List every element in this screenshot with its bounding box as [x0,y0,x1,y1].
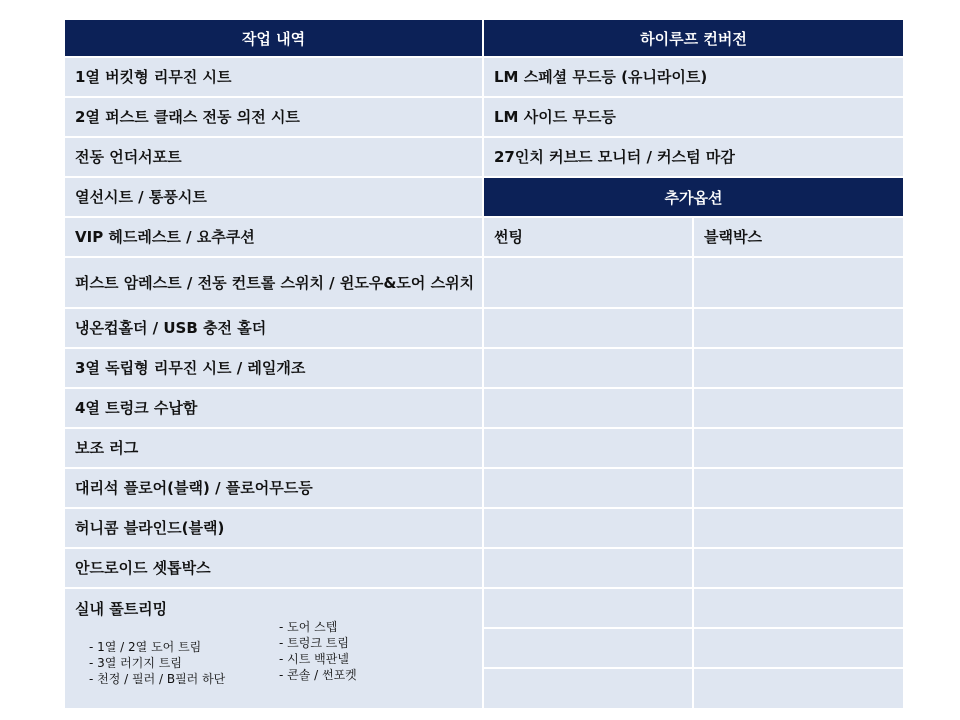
option-cell-empty [484,429,692,467]
work-item-label: 보조 러그 [75,439,139,457]
option-cell-empty [694,589,903,627]
option-cell-empty [484,349,692,387]
work-row [65,218,482,256]
option-cell-empty [484,258,692,307]
work-item-label: VIP 헤드레스트 / 요추쿠션 [75,228,255,246]
work-row [65,389,482,427]
option-cell-empty [484,549,692,587]
option-cell [484,218,692,256]
option-cell-empty [484,389,692,427]
trim-detail: - 3열 러기지 트림 [89,656,182,670]
options-header: 추가옵션 [484,178,903,216]
work-row [65,429,482,467]
trim-row [65,589,482,708]
trim-details-list [279,619,357,683]
work-row [65,549,482,587]
conversion-row [484,58,903,96]
option-cell-empty [694,349,903,387]
option-cell-empty [484,629,692,667]
work-row [65,509,482,547]
left-header: 작업 내역 [65,20,482,56]
work-item-label: 4열 트렁크 수납함 [75,399,198,417]
work-item-label: 허니콤 블라인드(블랙) [75,519,225,537]
option-label: 블랙박스 [704,228,762,246]
trim-detail: - 콘솔 / 썬포켓 [279,668,357,682]
trim-detail: - 도어 스텝 [279,620,338,634]
option-cell-empty [694,309,903,347]
work-row [65,469,482,507]
option-cell-empty [694,389,903,427]
option-cell-empty [694,629,903,667]
trim-detail: - 트렁크 트림 [279,636,349,650]
work-item-label: 퍼스트 암레스트 / 전동 컨트롤 스위치 / 윈도우&도어 스위치 [75,273,475,292]
conversion-row [484,98,903,136]
right-header: 하이루프 컨버전 [484,20,903,56]
work-row [65,309,482,347]
work-table [65,20,903,708]
option-cell [694,218,903,256]
work-item-label: 냉온컵홀더 / USB 충전 홀더 [75,319,267,337]
work-row [65,138,482,176]
option-cell-empty [694,549,903,587]
option-cell-empty [484,469,692,507]
option-cell-empty [694,258,903,307]
trim-detail: - 천정 / 필러 / B필러 하단 [89,672,226,686]
work-row [65,58,482,96]
option-cell-empty [484,589,692,627]
work-row [65,258,482,307]
conversion-item-label: LM 사이드 무드등 [494,108,616,126]
option-cell-empty [694,429,903,467]
work-row [65,349,482,387]
work-item-label: 대리석 플로어(블랙) / 플로어무드등 [75,479,313,497]
option-cell-empty [484,509,692,547]
option-cell-empty [694,469,903,507]
conversion-row [484,138,903,176]
work-item-label: 안드로이드 셋톱박스 [75,559,211,577]
option-cell-empty [484,669,692,708]
work-row [65,178,482,216]
option-label: 썬팅 [494,228,523,246]
work-item-label: 1열 버킷형 리무진 시트 [75,68,232,86]
option-cell-empty [694,669,903,708]
work-item-label: 2열 퍼스트 클래스 전동 의전 시트 [75,108,300,126]
trim-detail: - 시트 백판넬 [279,652,349,666]
work-item-label: 실내 풀트리밍 [75,600,168,618]
conversion-item-label: 27인치 커브드 모니터 / 커스텀 마감 [494,148,735,166]
work-item-label: 열선시트 / 통풍시트 [75,188,207,206]
trim-details-list [89,639,225,687]
trim-detail: - 1열 / 2열 도어 트림 [89,640,202,654]
work-item-label: 전동 언더서포트 [75,148,182,166]
conversion-item-label: LM 스페셜 무드등 (유니라이트) [494,68,708,86]
option-cell-empty [484,309,692,347]
work-item-label: 3열 독립형 리무진 시트 / 레일개조 [75,359,306,377]
work-row [65,98,482,136]
option-cell-empty [694,509,903,547]
